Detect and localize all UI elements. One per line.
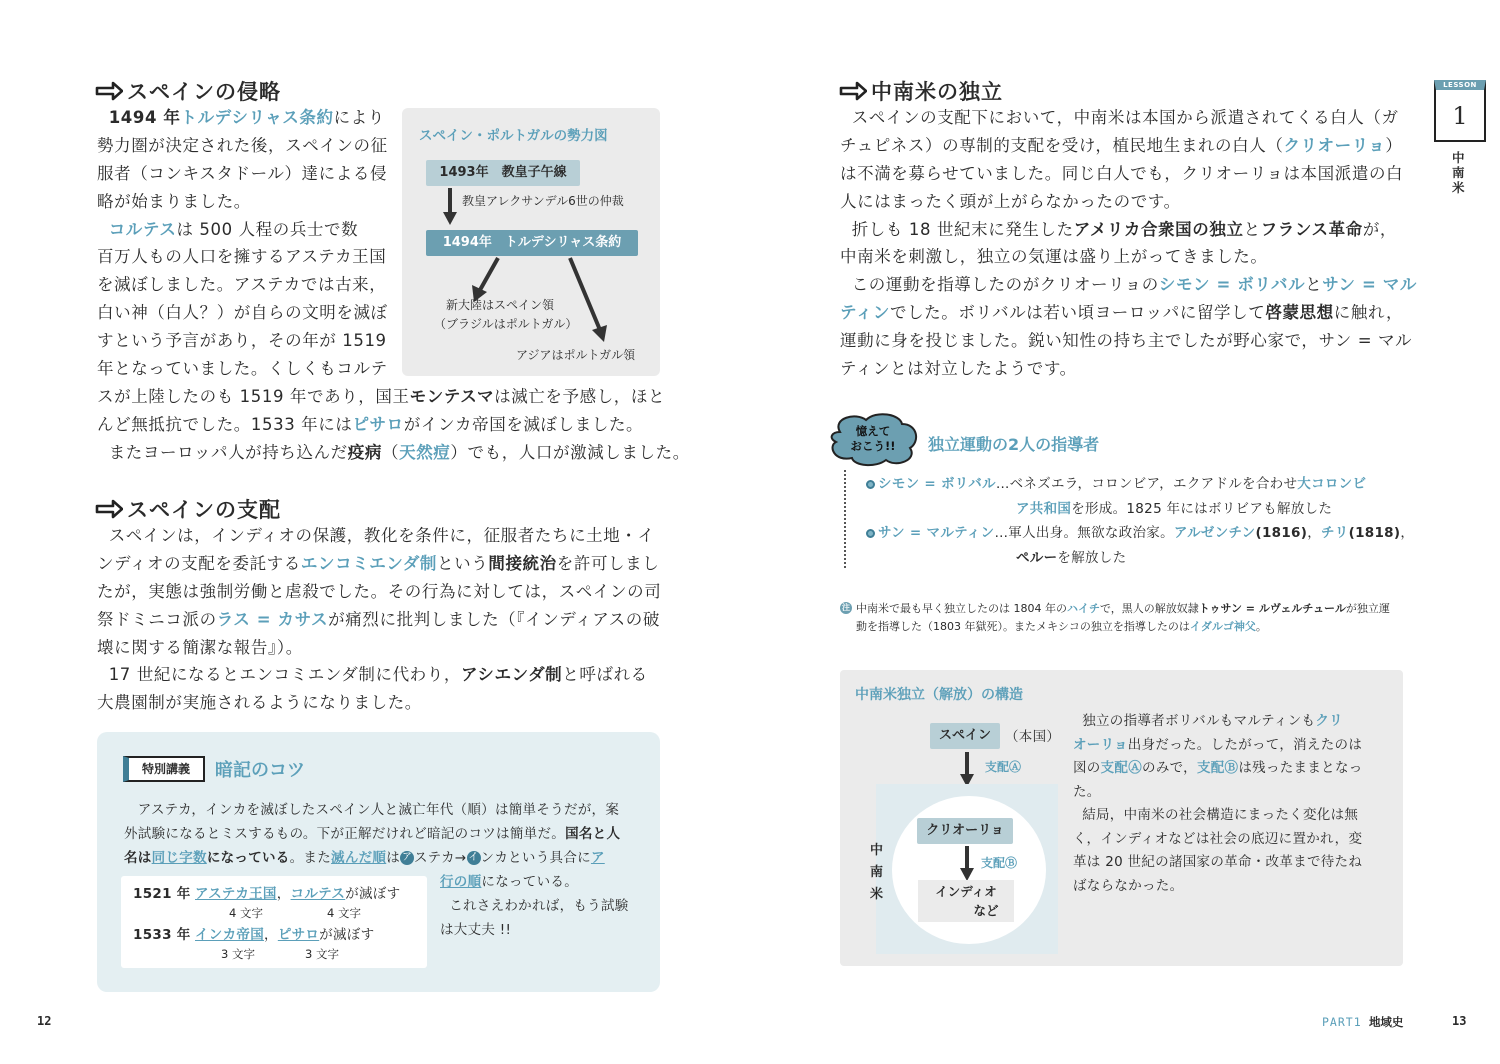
- heading-spain-invasion: スペインの侵略: [95, 76, 281, 106]
- structure-title: 中南米独立（解放）の構造: [855, 687, 1023, 703]
- diagram-left-result-2: （ブラジルはポルトガル）: [434, 317, 578, 331]
- footer-section: PART1 地域史: [1322, 1015, 1404, 1029]
- box-criollo: クリオーリョ: [917, 818, 1013, 844]
- memo-title: 独立運動の2人の指導者: [928, 435, 1100, 454]
- bullet-icon: [866, 529, 875, 538]
- split-arrows-icon: [402, 108, 660, 376]
- label-latin-america: 中 南 米: [870, 843, 884, 902]
- row1-count-a: 4 文字: [229, 906, 263, 920]
- page-number-right: 13: [1452, 1014, 1467, 1028]
- tip-text-right: 行の順になっている。 これさえわかれば，もう試験 は大丈夫 !!: [440, 874, 629, 938]
- arrow-icon: [839, 80, 867, 102]
- row2-count-a: 3 文字: [221, 947, 255, 961]
- arrow-down-icon: [959, 752, 975, 788]
- structure-diagram: [840, 670, 1403, 966]
- diagram-note: 教皇アレクサンデル6世の仲裁: [462, 194, 624, 208]
- diagram-left-result-1: 新大陸はスペイン領: [446, 298, 555, 312]
- special-lecture-badge: 特別講義: [123, 756, 205, 782]
- label-home-country: （本国）: [1005, 729, 1061, 745]
- lesson-side-label: 中 南 米: [1452, 150, 1465, 195]
- row1-conqueror: コルテス: [290, 886, 346, 902]
- memo-bubble-text: 憶えて おこう!!: [850, 424, 896, 453]
- tip-text: アステカ，インカを滅ぼしたスペイン人と滅亡年代（順）は簡単そうだが，案 外試験になるとミスするもの。下が正解だけれど暗記のコツは簡単だ。国名と人 名は同じ字数になっている。また滅んだ順は ア ステカ→ イ ンカという具合にア: [124, 802, 621, 866]
- label-rule-b: 支配Ⓑ: [981, 856, 1018, 870]
- lesson-label: LESSON: [1443, 81, 1477, 89]
- heading-spain-rule: スペインの支配: [95, 494, 281, 524]
- arrow-down-icon: [959, 846, 975, 882]
- box-tordesillas: 1494年 トルデシリャス条約: [426, 230, 638, 256]
- memory-tip-box: [97, 732, 660, 992]
- note-mark-icon: 注: [842, 603, 850, 612]
- row2-count-b: 3 文字: [305, 947, 339, 961]
- arrow-icon: [95, 498, 123, 520]
- row1-year: 1521 年: [133, 886, 191, 902]
- bullet-icon: [866, 480, 875, 489]
- paragraph-spain-rule: スペインは，インディオの保護，教化を条件に，征服者たちに土地・イ ンディオの支配を委託するエンコミエンダ制という間接統治を許可しまし たが，実態は強制労働と虐殺でした。その行為に対しては，スペインの司 祭ドミニコ派のラス = カサスが痛烈に批判しました（『インディアスの破 壊に関する簡潔な報告』）。 17 世紀になるとエンコミエンダ制に代わり，アシエンダ制と呼ばれる 大農園制が実施されるようになりました。: [97, 526, 662, 713]
- arrow-icon: [95, 80, 123, 102]
- spain-portugal-diagram: [402, 108, 660, 376]
- tip-title: 暗記のコツ: [215, 760, 305, 781]
- row1-empire: アステカ王国: [195, 886, 277, 902]
- row2-empire: インカ帝国: [195, 927, 264, 943]
- heading-latin-independence: 中南米の独立: [839, 76, 1003, 106]
- memo-list: シモン = ボリバル…ベネズエラ，コロンビア，エクアドルを合わせ大コロンビ ア共和国を形成。1825 年にはボリビアも解放した サン = マルティン…軍人出身。無欲な政治家。アルゼンチン(1816)，チリ(1818)， ペルーを解放した: [866, 472, 1414, 570]
- row2-year: 1533 年: [133, 927, 191, 943]
- label-rule-a: 支配Ⓐ: [985, 760, 1022, 774]
- structure-explanation: 独立の指導者ボリバルもマルティンもクリ オーリョ出身だった。したがって，消えたのは 図の支配Ⓐのみで，支配Ⓑは残ったままとなっ た。 結局，中南米の社会構造にまったく変化は無 く，インディオなどは社会の底辺に置かれ，変 革は 20 世紀の諸国家の革命・改革まで待たね ばならなかった。: [1073, 713, 1363, 894]
- footnote: 中南米で最も早く独立したのは 1804 年のハイチで，黒人の解放奴隷トゥサン = ルヴェルチュールが独立運 動を指導した（1803 年獄死）。またメキシコの独立を指導したのはイダルゴ神父。: [856, 602, 1390, 633]
- box-spain: スペイン: [930, 723, 1000, 749]
- paragraph-invasion-upper: 1494 年トルデシリャス条約により 勢力圏が決定された後，スペインの征 服者（コンキスタドール）達による侵 略が始まりました。 コルテスは 500 人程の兵士で数 百万人もの人口を擁するアステカ王国 を滅ぼしました。アステカでは古来， 白い神（白人？）が自らの文明を滅ぼ すという予言があり，その年が 1519 年となっていました。くしくもコルテ スが上陸したのも 1519 年であり，国王モンテスマは滅亡を予感し，ほと んど無抵抗でした。1533 年にはピサロがインカ帝国を滅ぼしました。 またヨーロッパ人が持ち込んだ疫病（天然痘）でも，人口が激減しました。: [97, 108, 690, 462]
- row2-conqueror: ピサロ: [277, 927, 320, 943]
- box-indio: インディオ など: [918, 880, 1014, 922]
- box-papal-meridian: 1493年 教皇子午線: [426, 160, 580, 186]
- page-number-left: 12: [37, 1014, 52, 1028]
- paragraph-independence: スペインの支配下において，中南米は本国から派遣されてくる白人（ガ チュピネス）の専制的支配を受け，植民地生まれの白人（クリオーリョ） は不満を募らせていました。同じ白人でも，クリオーリョは本国派遣の白 人にはまったく頭が上がらなかったのです。 折しも 18 世紀末に発生したアメリカ合衆国の独立とフランス革命が， 中南米を刺激し，独立の気運は盛り上がってきました。 この運動を指導したのがクリオーリョのシモン = ボリバルとサン = マル ティンでした。ボリバルは若い頃ヨーロッパに留学して啓蒙思想に触れ， 運動に身を投じました。鋭い知性の持ち主でしたが野心家で，サン = マル ティンとは対立したようです。: [840, 108, 1417, 379]
- diagram-right-result: アジアはポルトガル領: [516, 348, 636, 362]
- memo-divider: [844, 470, 846, 568]
- lesson-tab: [1434, 80, 1486, 142]
- lesson-number: 1: [1452, 102, 1468, 130]
- diagram-title: スペイン・ポルトガルの勢力図: [419, 128, 608, 144]
- row1-count-b: 4 文字: [327, 906, 361, 920]
- tip-table: 1521 年 アステカ王国，コルテスが滅ぼす 4 文字 4 文字 1533 年 インカ帝国，ピサロが滅ぼす 3 文字 3 文字: [121, 876, 427, 968]
